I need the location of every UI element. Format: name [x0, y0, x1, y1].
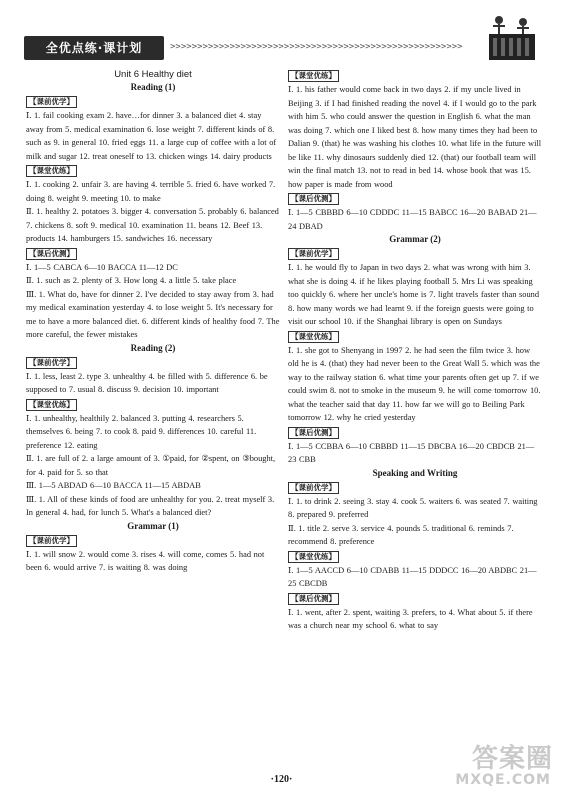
answer-block: Ⅰ. 1. less, least 2. type 3. unhealthy 4. be filled with 5. difference 6. be supposed to 7. usual 8. discuss 9. decision 10. important: [26, 371, 268, 394]
section-heading-reading-1: Reading (1): [130, 82, 176, 92]
answer-block: Ⅱ. 1. title 2. serve 3. service 4. pounds 5. traditional 6. reminds 7. recommend 8. preference: [288, 523, 514, 546]
tag-class-practice: 【课堂优练】: [288, 551, 339, 563]
unit-title: Unit 6 Healthy diet: [114, 69, 192, 80]
tag-pre-study: 【课前优学】: [288, 482, 339, 494]
answer-block: Ⅱ. 1. are full of 2. a large amount of 3. ①paid, for ②spent, on ③bought, for 4. paid for 5. so that: [26, 454, 276, 477]
tag-class-practice: 【课堂优练】: [288, 331, 339, 343]
answer-block: Ⅰ. 1. cooking 2. unfair 3. are having 4. terrible 5. fried 6. have worked 7. doing 8. weight 9. meeting 10. to make: [26, 180, 276, 203]
answer-block: Ⅰ. 1—5 CCBBA 6—10 CBBBD 11—15 DBCBA 16—20 CBDCB 21—23 CBB: [288, 441, 535, 464]
brand-banner: 全优点练·课计划: [24, 36, 164, 60]
watermark-url: MXQE.COM: [455, 772, 551, 788]
tag-pre-study: 【课前优学】: [288, 248, 339, 260]
answer-block: Ⅲ. 1—5 ABDAD 6—10 BACCA 11—15 ABDAB: [26, 481, 201, 490]
tag-after-test: 【课后优测】: [288, 427, 339, 439]
answer-block: Ⅰ. 1—5 CBBBD 6—10 CDDDC 11—15 BABCC 16—20 BABAD 21—24 DBAD: [288, 208, 537, 231]
answer-block: Ⅰ. 1. she got to Shenyang in 1997 2. he had seen the film twice 3. how old he is 4. (that) they had never been to the Great Wall 5. which was the way to the railway station 6. what time your parents often get up 7. if we could swim 8. not to smoke in the museum 9. he will come tomorrow 10. what the teacher said that day 11. how far we will go to Beiling Park tomorrow 12. why he cried yesterday: [288, 345, 541, 422]
answer-block: Ⅰ. 1. to drink 2. seeing 3. stay 4. cook 5. waiters 6. was seated 7. waiting 8. prepared 9. preferred: [288, 496, 538, 519]
answer-block: Ⅰ. 1. went, after 2. spent, waiting 3. prefers, to 4. What about 5. if there was a church near my school 6. what to say: [288, 607, 533, 630]
tag-after-test: 【课后优测】: [288, 593, 339, 605]
answer-block: Ⅰ. 1—5 CABCA 6—10 BACCA 11—12 DC: [26, 262, 178, 272]
tag-after-test: 【课后优测】: [26, 248, 77, 260]
answer-block: Ⅰ. 1. unhealthy, healthily 2. balanced 3. putting 4. researchers 5. themselves 6. being 7. to cook 8. paid 9. differences 10. careful 11. preference 12. eating: [26, 413, 257, 450]
answer-block: Ⅰ. 1. fail cooking exam 2. have…for dinner 3. a balanced diet 4. stay away from 5. medical examination 6. lose weight 7. different kinds of 8. such as 9. in general 10. fried eggs 11. a large cup of coffee with a lot of milk and sugar 12. treat oneself to 13. chicken wings 14. dairy products: [26, 111, 277, 161]
tag-class-practice: 【课堂优练】: [26, 165, 77, 177]
answer-block: Ⅱ. 1. such as 2. plenty of 3. How long 4. a little 5. take place: [26, 276, 237, 285]
answer-block: Ⅰ. 1. will snow 2. would come 3. rises 4. will come, comes 5. had not been 6. would arrive 7. is waiting 8. was doing: [26, 549, 265, 572]
answer-block: Ⅰ. 1. his father would come back in two days 2. if my uncle lived in Beijing 3. if I had finished reading the novel 4. if I would go to the park with him 5. who could answer the question in English 6. what the man was doing 7. which one I liked best 8. how many times they had been to Dalian 9. (that) he was washing his clothes 10. what life in the future will be like 11. why dinosaurs suddenly died 12. (that) our football team will win the final match 13. not to read in bed 14. whose book that was 15. how paper is made from wood: [288, 85, 542, 189]
tag-pre-study: 【课前优学】: [26, 535, 77, 547]
page-number: ·120·: [270, 774, 293, 785]
tag-pre-study: 【课前优学】: [26, 357, 77, 369]
trophy-figure-icon: [483, 12, 541, 62]
header-chevron-line: >>>>>>>>>>>>>>>>>>>>>>>>>>>>>>>>>>>>>>>>>>>>>>>>>>>>>>: [170, 42, 463, 52]
answer-block: Ⅰ. 1. he would fly to Japan in two days 2. what was wrong with him 3. what she is doing 4. if he likes playing football 5. Mrs Li was speaking too quickly 6. where her uncle's home is 7. light travels faster than sound 8. how many words we had learnt 9. if the foreign guests were going to visit our school 10. if the Shanghai library is open on Sundays: [288, 263, 540, 326]
section-heading-reading-2: Reading (2): [130, 342, 176, 353]
page-header: [24, 34, 541, 64]
tag-pre-study: 【课前优学】: [26, 96, 77, 108]
section-heading-grammar-2: Grammar (2): [389, 234, 441, 244]
tag-after-test: 【课后优测】: [288, 193, 339, 205]
section-heading-speaking-writing: Speaking and Writing: [372, 467, 458, 478]
answer-block: Ⅱ. 1. healthy 2. potatoes 3. bigger 4. conversation 5. probably 6. balanced 7. chickens 8. soft 9. medical 10. examination 11. beans 12. Beef 13. products 14. hamburgers 15. sandwiches 16. necessary: [26, 207, 279, 243]
answer-block: Ⅲ. 1. All of these kinds of food are unhealthy for you. 2. treat myself 3. In general 4. had, for lunch 5. What's a balanced diet?: [26, 494, 275, 517]
tag-class-practice: 【课堂优练】: [288, 70, 339, 82]
right-column: [288, 68, 542, 633]
answer-block: Ⅰ. 1—5 AACCD 6—10 CDABB 11—15 DDDCC 16—20 ABDBC 21—25 CBCDB: [288, 565, 537, 588]
section-heading-grammar-1: Grammar (1): [127, 520, 179, 531]
watermark-logo: 答案圈: [471, 744, 553, 774]
answer-block: Ⅲ. 1. What do, have for dinner 2. I've decided to stay away from 3. had my medical examination yesterday 4. to lose weight 5. It's necessary for me to have a more balanced diet. 6. different kinds of healthy food 7. The more careful, the fewer mistakes: [26, 289, 280, 339]
tag-class-practice: 【课堂优练】: [26, 399, 77, 411]
left-column: [26, 68, 280, 575]
